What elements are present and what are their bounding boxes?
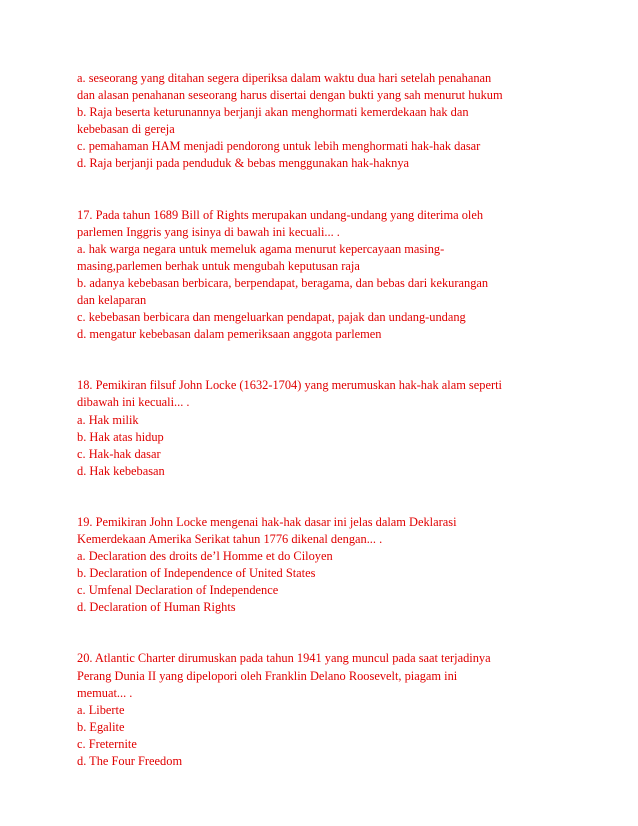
question-text: 20. Atlantic Charter dirumuskan pada tahun 1941 yang muncul pada saat terjadinya: [77, 651, 491, 666]
question-text: parlemen Inggris yang isinya di bawah ini kecuali... .: [77, 224, 340, 239]
question-16-options: [77, 70, 547, 173]
question-text: memuat... .: [77, 685, 133, 700]
question-20: [77, 650, 547, 770]
option-c: c. Hak-hak dasar: [77, 446, 161, 461]
text-line: c. pemahaman HAM menjadi pendorong untuk lebih menghormati hak-hak dasar: [77, 139, 481, 154]
text-line: d. Raja berjanji pada penduduk & bebas menggunakan hak-haknya: [77, 156, 410, 171]
option-c: c. Freternite: [77, 736, 137, 751]
option-a: masing,parlemen berhak untuk mengubah keputusan raja: [77, 258, 360, 273]
option-a: a. Hak milik: [77, 412, 139, 427]
option-c: c. Umfenal Declaration of Independence: [77, 583, 279, 598]
text-line: dan alasan penahanan seseorang harus disertai dengan bukti yang sah menurut hukum: [77, 88, 503, 103]
document-body: [77, 70, 547, 770]
question-17: [77, 207, 547, 344]
question-18: [77, 377, 547, 480]
option-b: dan kelaparan: [77, 293, 147, 308]
question-text: dibawah ini kecuali... .: [77, 395, 190, 410]
option-d: d. mengatur kebebasan dalam pemeriksaan anggota parlemen: [77, 327, 382, 342]
spacer: [77, 616, 547, 650]
option-a: a. Liberte: [77, 702, 125, 717]
option-b: b. Declaration of Independence of United States: [77, 566, 316, 581]
spacer: [77, 173, 547, 207]
text-line: a. seseorang yang ditahan segera diperiksa dalam waktu dua hari setelah penahanan: [77, 71, 492, 85]
question-text: 18. Pemikiran filsuf John Locke (1632-1704) yang merumuskan hak-hak alam seperti: [77, 378, 502, 393]
text-line: kebebasan di gereja: [77, 122, 175, 137]
option-a: a. Declaration des droits de’l Homme et do Ciloyen: [77, 549, 333, 564]
option-d: d. The Four Freedom: [77, 754, 183, 768]
question-text: 19. Pemikiran John Locke mengenai hak-hak dasar ini jelas dalam Deklarasi: [77, 514, 457, 529]
question-text: Kemerdekaan Amerika Serikat tahun 1776 dikenal dengan... .: [77, 531, 383, 546]
option-d: d. Hak kebebasan: [77, 463, 165, 478]
option-b: b. adanya kebebasan berbicara, berpendapat, beragama, dan bebas dari kekurangan: [77, 275, 489, 290]
option-d: d. Declaration of Human Rights: [77, 600, 236, 615]
text-line: b. Raja beserta keturunannya berjanji akan menghormati kemerdekaan hak dan: [77, 105, 469, 120]
spacer: [77, 480, 547, 514]
option-b: b. Hak atas hidup: [77, 429, 164, 444]
question-text: 17. Pada tahun 1689 Bill of Rights merupakan undang-undang yang diterima oleh: [77, 207, 484, 222]
spacer: [77, 343, 547, 377]
question-text: Perang Dunia II yang dipelopori oleh Franklin Delano Roosevelt, piagam ini: [77, 668, 458, 683]
option-c: c. kebebasan berbicara dan mengeluarkan pendapat, pajak dan undang-undang: [77, 310, 466, 325]
question-19: [77, 514, 547, 617]
option-b: b. Egalite: [77, 719, 125, 734]
option-a: a. hak warga negara untuk memeluk agama menurut kepercayaan masing-: [77, 241, 445, 256]
